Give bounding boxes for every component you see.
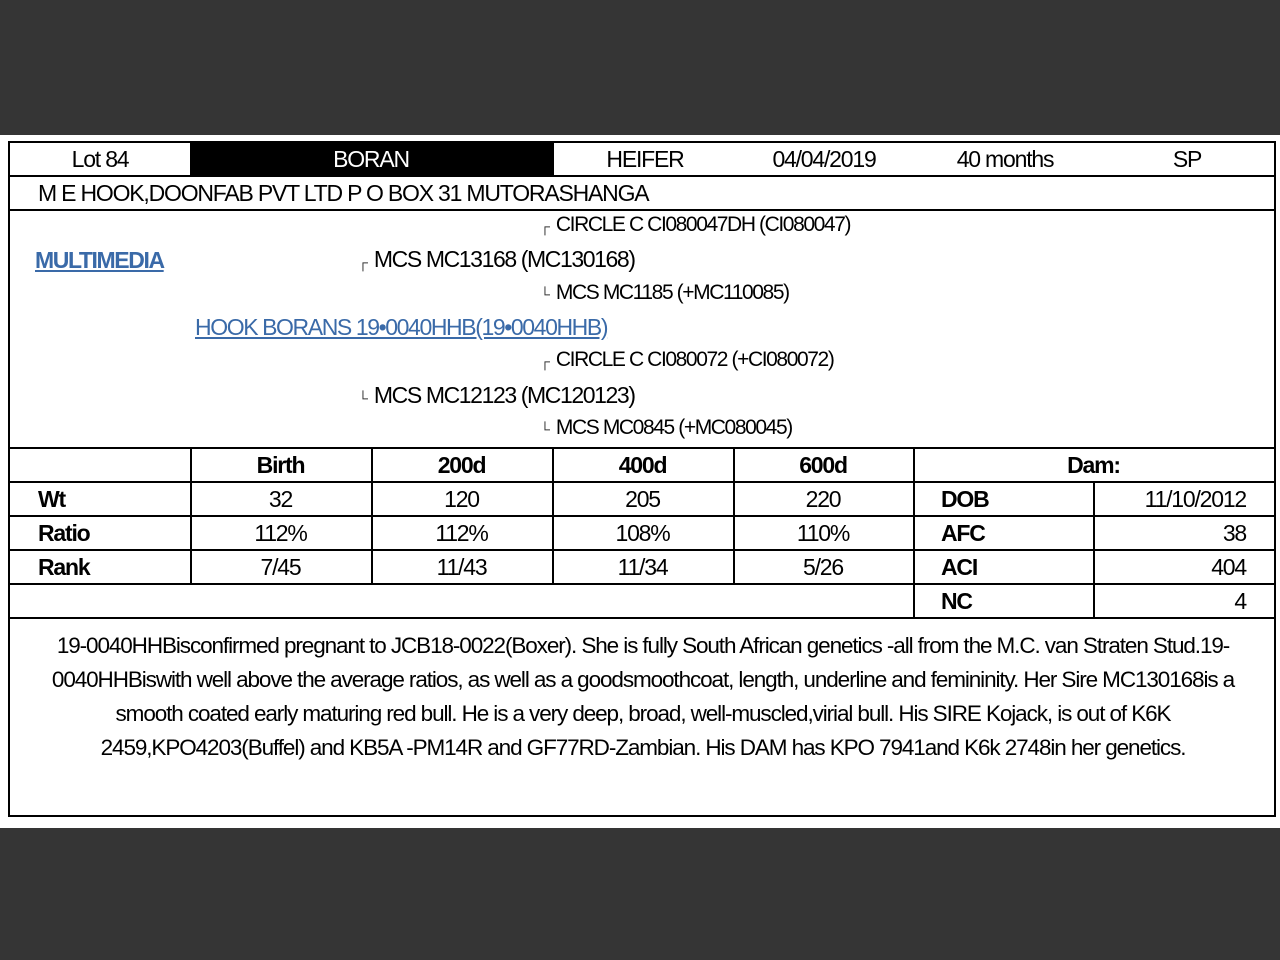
table-cell: 7/45 xyxy=(260,553,301,580)
status-code: SP xyxy=(1172,145,1202,172)
row-label-ratio: Ratio xyxy=(38,519,90,546)
row-label-rank: Rank xyxy=(38,553,90,580)
table-cell: 110% xyxy=(796,519,850,546)
lot-card xyxy=(8,141,1276,817)
dam-value-afc: 38 xyxy=(1222,519,1246,546)
dam-label-nc: NC xyxy=(941,587,972,614)
col-header-400d: 400d xyxy=(618,451,667,478)
table-cell: 112% xyxy=(254,519,307,546)
col-header-200d: 200d xyxy=(437,451,486,478)
dam-label-afc: AFC xyxy=(941,519,985,546)
lot-sheet xyxy=(0,135,1280,828)
bracket-bottom-icon: └ xyxy=(358,390,368,406)
pedigree-dam: └ MCS MC12123 (MC120123) xyxy=(358,382,635,408)
dam-value-dob: 11/10/2012 xyxy=(1144,485,1246,512)
age-label: 40 months xyxy=(956,145,1054,172)
table-cell: 205 xyxy=(625,485,660,512)
multimedia-link[interactable]: MULTIMEDIA xyxy=(35,247,164,273)
bracket-bottom-icon: └ xyxy=(540,421,550,437)
table-cell: 11/43 xyxy=(436,553,487,580)
lot-number: Lot 84 xyxy=(71,145,129,172)
sex-label: HEIFER xyxy=(606,145,684,172)
breed-label: BORAN xyxy=(190,143,552,175)
dam-label-dob: DOB xyxy=(941,485,989,512)
bracket-bottom-icon: └ xyxy=(540,286,550,302)
pedigree-sire-dam: └ MCS MC1185 (+MC110085) xyxy=(540,281,789,304)
bracket-top-icon: ┌ xyxy=(540,218,550,234)
pedigree-dam-sire: ┌ CIRCLE C CI080072 (+CI080072) xyxy=(540,348,834,371)
bracket-top-icon: ┌ xyxy=(540,353,550,369)
dam-header: Dam: xyxy=(1067,451,1120,478)
table-cell: 112% xyxy=(435,519,488,546)
pedigree-sire: ┌ MCS MC13168 (MC130168) xyxy=(358,246,635,272)
pedigree-animal-link[interactable]: HOOK BORANS 19•0040HHB(19•0040HHB) xyxy=(195,314,608,340)
col-header-birth: Birth xyxy=(256,451,305,478)
dam-value-nc: 4 xyxy=(1234,587,1246,614)
dam-label-aci: ACI xyxy=(941,553,978,580)
owner-address: M E HOOK,DOONFAB PVT LTD P O BOX 31 MUTORASHANGA xyxy=(38,179,649,206)
dam-value-aci: 404 xyxy=(1211,553,1246,580)
row-label-wt: Wt xyxy=(38,485,65,512)
table-cell: 5/26 xyxy=(803,553,843,580)
table-cell: 220 xyxy=(805,485,841,512)
table-cell: 11/34 xyxy=(617,553,668,580)
birth-date: 04/04/2019 xyxy=(772,145,876,172)
col-header-600d: 600d xyxy=(799,451,847,478)
table-cell: 120 xyxy=(444,485,479,512)
pedigree-sire-sire: ┌ CIRCLE C CI080047DH (CI080047) xyxy=(540,213,851,236)
bracket-top-icon: ┌ xyxy=(358,254,368,270)
table-cell: 108% xyxy=(615,519,670,546)
pedigree-dam-dam: └ MCS MC0845 (+MC080045) xyxy=(540,416,792,439)
lot-description: 19-0040HHBisconfirmed pregnant to JCB18-0022(Boxer). She is fully South African genetics -all from the M.C. van Straten Stud.19-0040HHBiswith well above the average ratios, as well as a goodsmoothcoat, length, underline and femininity. Her Sire MC130168is a smooth coated early maturing red bull. He is a very deep, broad, well-muscled,virial bull. His SIRE Kojack, is out of K6K 2459,KPO4203(Buffel) and KB5A -PM14R and GF77RD-Zambian. His DAM has KPO 7941and K6k 2748in her genetics. xyxy=(51,633,1235,760)
table-cell: 32 xyxy=(268,485,293,512)
